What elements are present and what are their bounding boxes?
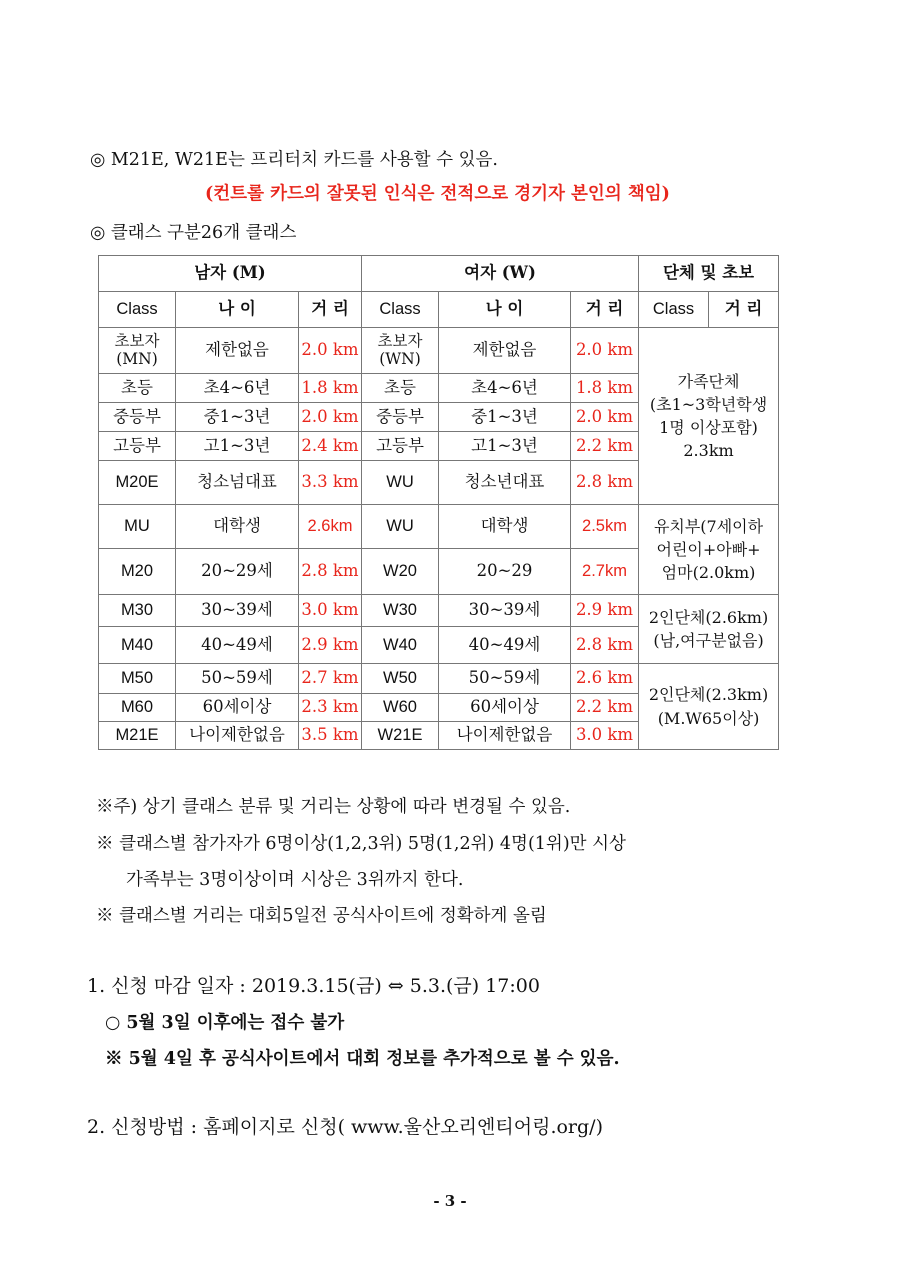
male-class: M20E [99,461,176,505]
male-age: 30~39세 [176,595,299,627]
note-subject-to-change: ※주) 상기 클래스 분류 및 거리는 상황에 따라 변경될 수 있음. [96,797,571,817]
table-row [99,664,779,694]
male-distance: 3.3 km [299,461,362,505]
female-class: 고등부 [362,432,439,461]
female-distance: 2.2 km [571,694,639,722]
male-class: 초보자(MN) [99,328,176,374]
col-header-family-dist: 거 리 [709,292,779,328]
male-distance: 2.7 km [299,664,362,694]
male-age: 60세이상 [176,694,299,722]
group-male-header: 남자 (M) [99,256,362,292]
male-age: 제한없음 [176,328,299,374]
female-distance: 2.8 km [571,627,639,664]
male-age: 고1~3년 [176,432,299,461]
female-distance: 2.7km [571,549,639,595]
male-distance: 2.0 km [299,403,362,432]
male-age: 초4~6년 [176,374,299,403]
family-group-line: 유치부(7세이하 [653,516,764,536]
family-group-line: 어린이+아빠+ [656,539,761,559]
col-header-male-age: 나 이 [176,292,299,328]
section1-deadline-title: 1. 신청 마감 일자 : 2019.3.15(금) ⇔ 5.3.(금) 17:00 [87,975,540,997]
col-header-female-class: Class [362,292,439,328]
female-age: 나이제한없음 [439,722,571,750]
group-female-header: 여자 (W) [362,256,639,292]
group-family-header: 단체 및 초보 [639,256,779,292]
male-class: M20 [99,549,176,595]
female-age: 초4~6년 [439,374,571,403]
female-class: W21E [362,722,439,750]
table-column-header-row [99,292,779,328]
female-class: 초보자(WN) [362,328,439,374]
class-table [98,255,779,750]
male-age: 청소넘대표 [176,461,299,505]
female-class: W40 [362,627,439,664]
female-age: 30~39세 [439,595,571,627]
family-group-line: (M.W65이상) [657,708,760,728]
female-age: 40~49세 [439,627,571,664]
male-distance: 3.5 km [299,722,362,750]
female-distance: 2.2 km [571,432,639,461]
intro-card-responsibility-note: (컨트롤 카드의 잘못된 인식은 전적으로 경기자 본인의 책임) [205,184,670,204]
male-age: 중1~3년 [176,403,299,432]
col-header-male-class: Class [99,292,176,328]
male-class: M21E [99,722,176,750]
family-group-line: 엄마(2.0km) [661,563,756,583]
family-group-line: 1명 이상포함) [659,418,758,437]
female-distance: 1.8 km [571,374,639,403]
female-distance: 3.0 km [571,722,639,750]
family-group-line: 가족단체 [677,371,740,391]
section1-info-note: ※ 5월 4일 후 공식사이트에서 대회 정보를 추가적으로 볼 수 있음. [105,1049,620,1069]
male-distance: 2.3 km [299,694,362,722]
family-group-cell [639,595,779,664]
male-distance: 1.8 km [299,374,362,403]
female-distance: 2.8 km [571,461,639,505]
col-header-family-class: Class [639,292,709,328]
family-group-cell [639,664,779,750]
male-distance: 2.0 km [299,328,362,374]
male-distance: 2.6km [299,505,362,549]
table-row [99,505,779,549]
male-class: 중등부 [99,403,176,432]
family-group-cell [639,328,779,505]
female-age: 중1~3년 [439,403,571,432]
section1-no-late-entry: ○ 5월 3일 이후에는 접수 불가 [105,1013,345,1033]
female-distance: 2.9 km [571,595,639,627]
male-age: 20~29세 [176,549,299,595]
female-age: 제한없음 [439,328,571,374]
female-class: W30 [362,595,439,627]
male-distance: 2.8 km [299,549,362,595]
male-class: 고등부 [99,432,176,461]
female-distance: 2.5km [571,505,639,549]
female-age: 대학생 [439,505,571,549]
note-award-rules: ※ 클래스별 참가자가 6명이상(1,2,3위) 5명(1,2위) 4명(1위)만 시상 [96,834,626,854]
male-distance: 2.9 km [299,627,362,664]
male-class: M30 [99,595,176,627]
male-age: 40~49세 [176,627,299,664]
female-class: WU [362,461,439,505]
male-age: 나이제한없음 [176,722,299,750]
family-group-line: (남,여구분없음) [653,631,764,650]
table-group-header-row [99,256,779,292]
female-age: 20~29 [439,549,571,595]
family-group-cell [639,505,779,595]
class-summary-heading: ◎ 클래스 구분26개 클래스 [90,223,297,243]
female-class: 초등 [362,374,439,403]
col-header-male-dist: 거 리 [299,292,362,328]
male-class: M60 [99,694,176,722]
female-age: 고1~3년 [439,432,571,461]
female-class: W50 [362,664,439,694]
col-header-female-age: 나 이 [439,292,571,328]
family-group-line: (초1~3학년학생 [649,394,768,414]
male-age: 대학생 [176,505,299,549]
male-class: MU [99,505,176,549]
male-age: 50~59세 [176,664,299,694]
male-class: M50 [99,664,176,694]
intro-free-touch-note: ◎ M21E, W21E는 프리터치 카드를 사용할 수 있음. [90,150,498,170]
family-group-line: 2인단체(2.6km) [648,607,769,627]
family-group-line: 2인단체(2.3km) [648,685,769,705]
male-distance: 3.0 km [299,595,362,627]
female-class: W20 [362,549,439,595]
col-header-female-dist: 거 리 [571,292,639,328]
male-distance: 2.4 km [299,432,362,461]
female-class: 중등부 [362,403,439,432]
family-group-line: 2.3km [683,441,734,461]
female-age: 60세이상 [439,694,571,722]
table-row [99,595,779,627]
note-distance-posting: ※ 클래스별 거리는 대회5일전 공식사이트에 정확하게 올림 [96,906,547,926]
female-class: W60 [362,694,439,722]
female-age: 청소년대표 [439,461,571,505]
female-distance: 2.6 km [571,664,639,694]
male-class: M40 [99,627,176,664]
female-class: WU [362,505,439,549]
section2-application-method: 2. 신청방법 : 홈페이지로 신청( www.울산오리엔티어링.org/) [87,1116,603,1138]
page-number: - 3 - [433,1192,467,1210]
female-distance: 2.0 km [571,403,639,432]
female-age: 50~59세 [439,664,571,694]
table-row [99,328,779,374]
female-distance: 2.0 km [571,328,639,374]
male-class: 초등 [99,374,176,403]
note-family-award: 가족부는 3명이상이며 시상은 3위까지 한다. [126,870,464,890]
